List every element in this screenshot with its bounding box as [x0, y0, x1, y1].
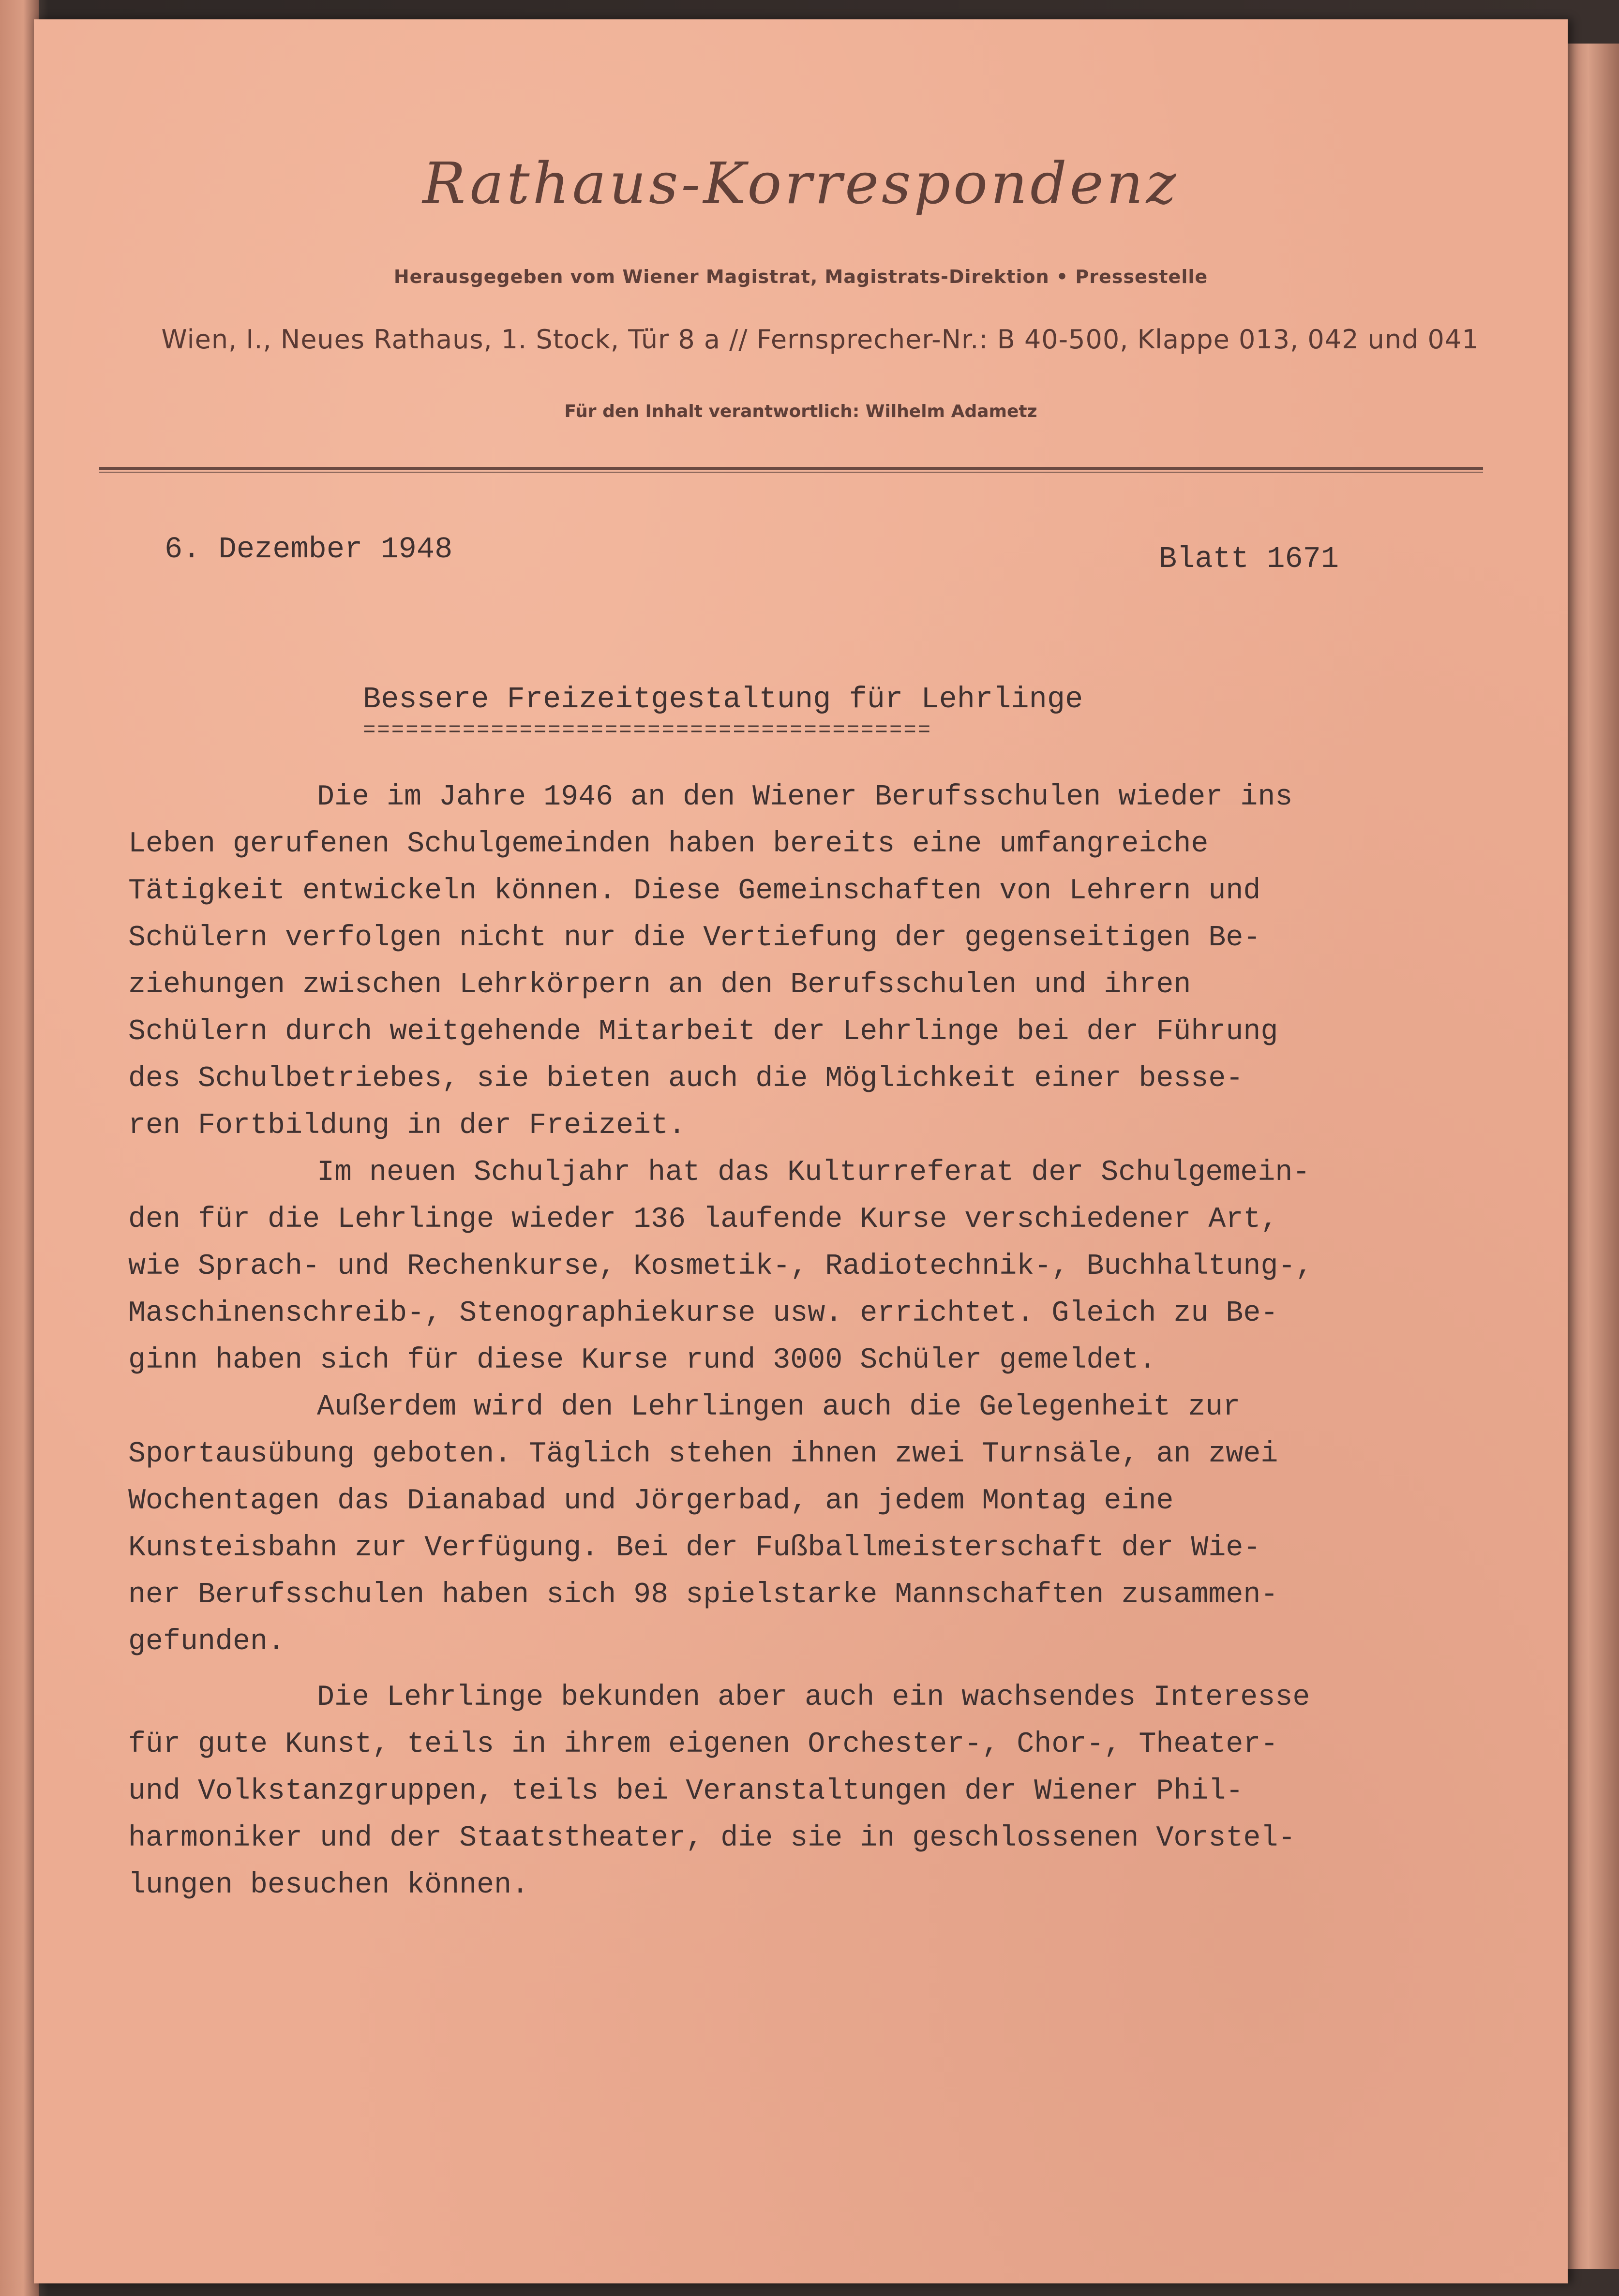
heading-underline: ======================================== — [363, 718, 932, 743]
body-line: Im neuen Schuljahr hat das Kulturreferat der Schulgemein- — [317, 1156, 1310, 1189]
binding-edge — [1568, 44, 1619, 2269]
body-line: Tätigkeit entwickeln können. Diese Gemeinschaften von Lehrern und — [128, 875, 1261, 908]
body-line: Außerdem wird den Lehrlingen auch die Gelegenheit zur — [317, 1391, 1241, 1424]
body-line: Die Lehrlinge bekunden aber auch ein wachsendes Interesse — [317, 1681, 1310, 1714]
masthead-divider — [99, 467, 1483, 473]
body-line: Schülern verfolgen nicht nur die Vertiefung der gegenseitigen Be- — [128, 922, 1261, 954]
body-line: Maschinenschreib-, Stenographiekurse usw. errichtet. Gleich zu Be- — [128, 1297, 1278, 1330]
body-line: ziehungen zwischen Lehrkörpern an den Berufsschulen und ihren — [128, 969, 1191, 1001]
masthead-responsible: Für den Inhalt verantwortlich: Wilhelm Adametz — [564, 402, 1037, 421]
masthead-title: Rathaus-Korrespondenz — [422, 150, 1179, 217]
body-line: gefunden. — [128, 1625, 285, 1658]
masthead-publisher: Herausgegeben vom Wiener Magistrat, Magistrats-Direktion • Pressestelle — [393, 266, 1208, 287]
body-line: Sportausübung geboten. Täglich stehen ihnen zwei Turnsäle, an zwei — [128, 1438, 1278, 1471]
body-line: für gute Kunst, teils in ihrem eigenen Orchester-, Chor-, Theater- — [128, 1728, 1278, 1761]
body-line: Kunsteisbahn zur Verfügung. Bei der Fußballmeisterschaft der Wie- — [128, 1532, 1261, 1565]
body-line: Schülern durch weitgehende Mitarbeit der Lehrlinge bei der Führung — [128, 1015, 1278, 1048]
body-line: ren Fortbildung in der Freizeit. — [128, 1109, 686, 1142]
body-line: harmoniker und der Staatstheater, die sie in geschlossenen Vorstel- — [128, 1822, 1296, 1855]
body-line: des Schulbetriebes, sie bieten auch die Möglichkeit einer besse- — [128, 1062, 1244, 1095]
body-line: lungen besuchen können. — [128, 1869, 529, 1902]
article-heading: Bessere Freizeitgestaltung für Lehrlinge — [363, 682, 1083, 716]
body-line: Leben gerufenen Schulgemeinden haben bereits eine umfangreiche — [128, 828, 1209, 861]
issue-date: 6. Dezember 1948 — [165, 532, 453, 567]
previous-page-edge — [0, 0, 39, 2296]
body-line: den für die Lehrlinge wieder 136 laufende Kurse verschiedener Art, — [128, 1203, 1278, 1236]
sheet-number: Blatt 1671 — [1159, 542, 1339, 576]
body-line: Wochentagen das Dianabad und Jörgerbad, an jedem Montag eine — [128, 1485, 1174, 1518]
article-body — [128, 774, 1507, 1909]
body-line: wie Sprach- und Rechenkurse, Kosmetik-, Radiotechnik-, Buchhaltung-, — [128, 1250, 1313, 1283]
document-page — [34, 19, 1568, 2283]
body-line: ginn haben sich für diese Kurse rund 3000 Schüler gemeldet. — [128, 1344, 1156, 1377]
masthead-address: Wien, I., Neues Rathaus, 1. Stock, Tür 8 a // Fernsprecher-Nr.: B 40-500, Klappe 013, 042 und 041 — [161, 324, 1479, 355]
body-line: Die im Jahre 1946 an den Wiener Berufsschulen wieder ins — [317, 781, 1293, 814]
body-line: ner Berufsschulen haben sich 98 spielstarke Mannschaften zusammen- — [128, 1579, 1278, 1611]
body-line: und Volkstanzgruppen, teils bei Veranstaltungen der Wiener Phil- — [128, 1775, 1244, 1808]
